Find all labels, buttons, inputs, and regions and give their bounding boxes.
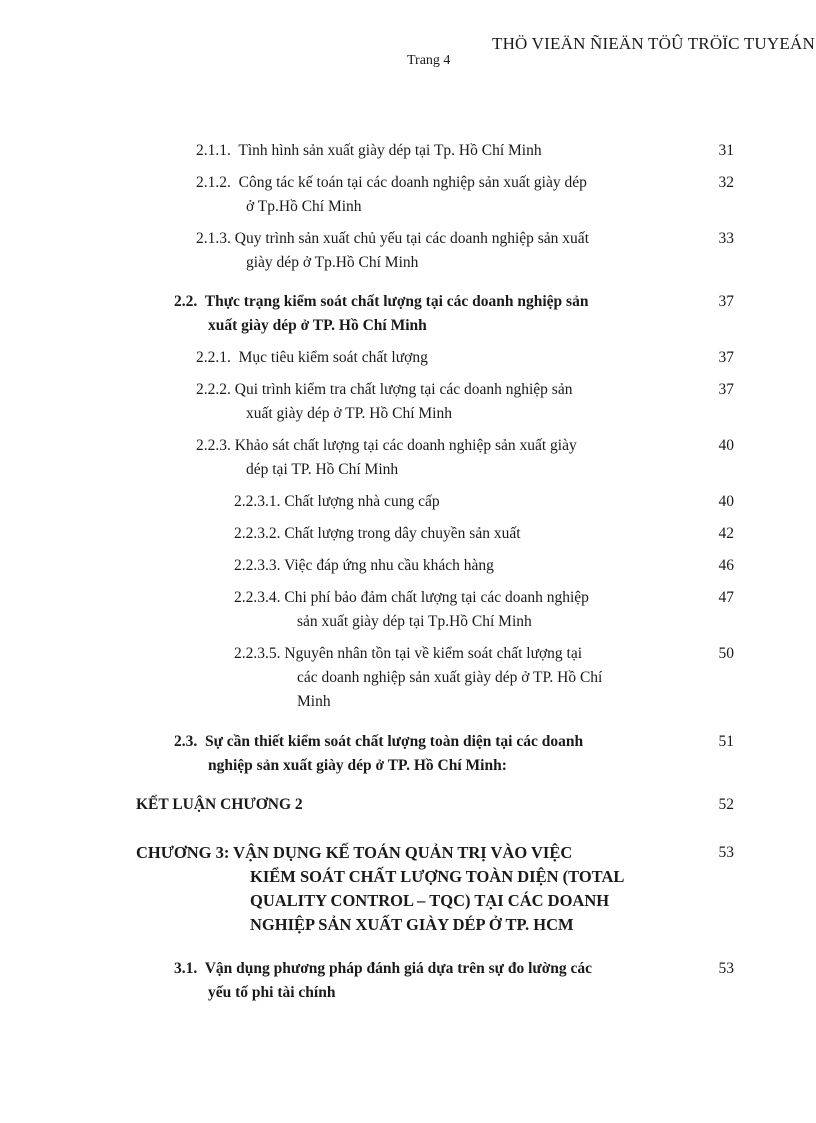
- toc-text: Việc đáp ứng nhu cầu khách hàng: [284, 557, 494, 574]
- toc-entry-2-2-3: [196, 434, 659, 458]
- toc-number: 2.2.1.: [196, 349, 231, 366]
- toc-text: Qui trình kiểm tra chất lượng tại các doanh nghiệp sản: [234, 381, 573, 398]
- toc-page: 42: [718, 525, 734, 542]
- toc-entry-2-1-3: [196, 227, 659, 251]
- toc-entry-2-2-3-4: [234, 586, 659, 610]
- toc-text: Khảo sát chất lượng tại các doanh nghiệp sản xuất giày: [234, 437, 577, 454]
- toc-entry-2-2-3-cont: [246, 458, 398, 482]
- toc-page: 53: [718, 844, 734, 861]
- toc-text-cont: nghiệp sản xuất giày dép ở TP. Hồ Chí Minh:: [208, 757, 507, 774]
- toc-number: CHƯƠNG 3: [136, 843, 224, 862]
- toc-text-cont: NGHIỆP SẢN XUẤT GIÀY DÉP Ở TP. HCM: [250, 915, 574, 934]
- toc-entry-2-2-3-2: [234, 522, 521, 546]
- site-title: THÖ VIEÄN ÑIEÄN TÖÛ TRÖÏC TUYEÁN: [492, 34, 815, 53]
- toc-number: 2.2.: [174, 293, 198, 310]
- toc-entry-2-2-3-5-cont: [297, 666, 659, 690]
- toc-entry-2-1-1: [196, 139, 542, 163]
- toc-entry-2-2-3-1: [234, 490, 440, 514]
- toc-text: : VẬN DỤNG KẾ TOÁN QUẢN TRỊ VÀO VIỆC: [223, 843, 573, 862]
- toc-page: 47: [718, 589, 734, 606]
- toc-text: Sự cần thiết kiểm soát chất lượng toàn diện tại các doanh: [205, 733, 584, 750]
- toc-text-cont: xuất giày dép ở TP. Hồ Chí Minh: [246, 405, 452, 422]
- toc-entry-2-2-cont: [208, 314, 427, 338]
- toc-text-cont: ở Tp.Hồ Chí Minh: [246, 198, 362, 215]
- toc-text: Chi phí bảo đảm chất lượng tại các doanh nghiệp: [284, 589, 589, 606]
- toc-entry-2-2-1: [196, 346, 428, 370]
- toc-text-cont: QUALITY CONTROL – TQC) TẠI CÁC DOANH: [250, 891, 610, 910]
- toc-number: 2.1.1.: [196, 142, 231, 159]
- toc-entry-2-1-2-cont: [246, 195, 362, 219]
- toc-number: 3.1.: [174, 960, 198, 977]
- toc-page: 40: [718, 437, 734, 454]
- toc-page: 31: [718, 142, 734, 159]
- toc-entry-2-2-3-5: [234, 642, 659, 666]
- toc-entry-2-2-3-5-cont2: [297, 690, 331, 714]
- toc-page: 37: [718, 349, 734, 366]
- toc-number: 2.1.2.: [196, 174, 231, 191]
- toc-text: Quy trình sản xuất chủ yếu tại các doanh nghiệp sản xuất: [234, 230, 589, 247]
- toc-entry-chapter-3: [136, 841, 660, 865]
- toc-entry-2-1-2: [196, 171, 659, 195]
- toc-text-cont: xuất giày dép ở TP. Hồ Chí Minh: [208, 317, 427, 334]
- toc-page: 46: [718, 557, 734, 574]
- toc-entry-chapter-3-cont3: [250, 913, 574, 937]
- toc-text: Chất lượng trong dây chuyền sản xuất: [284, 525, 521, 542]
- toc-number: 2.3.: [174, 733, 198, 750]
- toc-entry-chapter-3-cont2: [250, 889, 660, 913]
- toc-page: 37: [718, 381, 734, 398]
- toc-text-cont: sản xuất giày dép tại Tp.Hồ Chí Minh: [297, 613, 532, 630]
- toc-number: 2.2.3.3.: [234, 557, 281, 574]
- page-label: Trang 4: [407, 53, 451, 68]
- toc-text-cont: các doanh nghiệp sản xuất giày dép ở TP. Hồ Chí: [297, 669, 603, 686]
- toc-number: 2.2.3.: [196, 437, 231, 454]
- toc-text: Công tác kế toán tại các doanh nghiệp sản xuất giày dép: [238, 174, 587, 191]
- toc-page: 52: [718, 796, 734, 813]
- toc-page: 32: [718, 174, 734, 191]
- toc-text: Mục tiêu kiểm soát chất lượng: [238, 349, 428, 366]
- toc-number: 2.2.3.4.: [234, 589, 281, 606]
- toc-entry-2-3-cont: [208, 754, 507, 778]
- toc-text: Nguyên nhân tồn tại về kiểm soát chất lượng tại: [284, 645, 583, 662]
- toc-number: 2.2.3.1.: [234, 493, 281, 510]
- toc-text: Chất lượng nhà cung cấp: [284, 493, 440, 510]
- toc-page: 50: [718, 645, 734, 662]
- toc-entry-conclusion-ch2: [136, 793, 303, 817]
- toc-page: 33: [718, 230, 734, 247]
- toc-page: 53: [718, 960, 734, 977]
- toc-number: 2.1.3.: [196, 230, 231, 247]
- toc-number: 2.2.3.5.: [234, 645, 281, 662]
- toc-entry-3-1-cont: [208, 981, 335, 1005]
- toc-entry-2-3: [174, 730, 660, 754]
- toc-entry-2-2-3-4-cont: [297, 610, 532, 634]
- toc-text-cont: giày dép ở Tp.Hồ Chí Minh: [246, 254, 419, 271]
- toc-entry-2-2: [174, 290, 660, 314]
- toc-entry-chapter-3-cont: [250, 865, 660, 889]
- toc-text-cont: yếu tố phi tài chính: [208, 984, 336, 1001]
- toc-text-cont: dép tại TP. Hồ Chí Minh: [246, 461, 399, 478]
- toc-text: Tình hình sản xuất giày dép tại Tp. Hồ Chí Minh: [238, 142, 542, 159]
- toc-page: 51: [718, 733, 734, 750]
- toc-text-cont: KIỂM SOÁT CHẤT LƯỢNG TOÀN DIỆN (TOTAL: [250, 867, 625, 886]
- toc-entry-2-1-3-cont: [246, 251, 418, 275]
- toc-entry-2-2-3-3: [234, 554, 494, 578]
- toc-text-cont: Minh: [297, 693, 331, 710]
- toc-text: Thực trạng kiểm soát chất lượng tại các doanh nghiệp sản: [204, 293, 589, 310]
- toc-number: 2.2.2.: [196, 381, 231, 398]
- toc-text: KẾT LUẬN CHƯƠNG 2: [136, 796, 303, 813]
- toc-entry-3-1: [174, 957, 660, 981]
- toc-page: 40: [718, 493, 734, 510]
- toc-entry-2-2-2-cont: [246, 402, 452, 426]
- toc-number: 2.2.3.2.: [234, 525, 281, 542]
- toc-page: 37: [718, 293, 734, 310]
- toc-text: Vận dụng phương pháp đánh giá dựa trên sự đo lường các: [204, 960, 593, 977]
- toc-entry-2-2-2: [196, 378, 659, 402]
